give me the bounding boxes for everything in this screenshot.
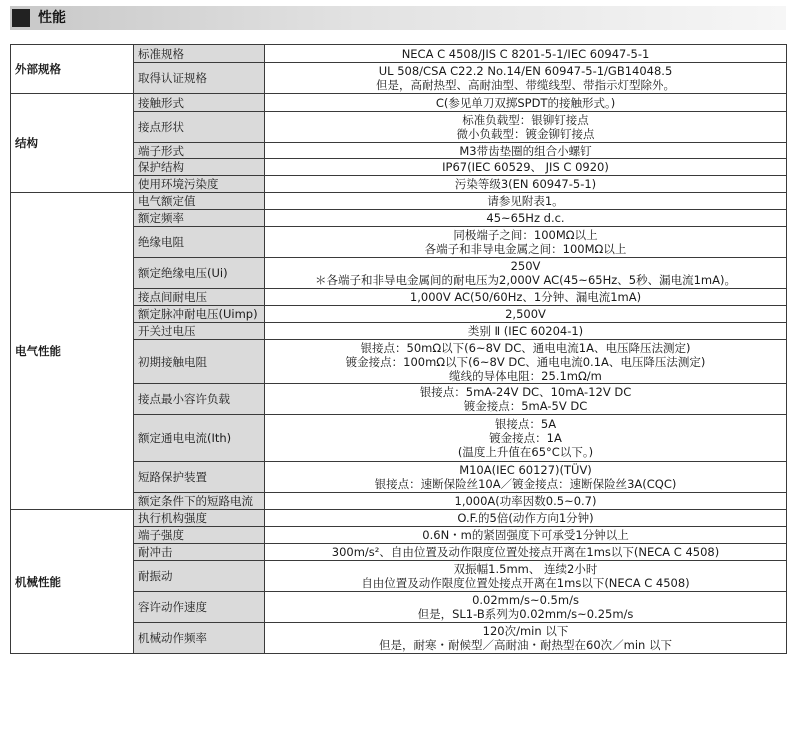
row-label: 开关过电压 [134,323,265,340]
row-value [265,623,787,654]
value-line: 微小负载型：镀金铆钉接点 [456,127,595,141]
row-value [265,384,787,415]
value-line: 标准负载型：银铆钉接点 [462,113,589,127]
row-value [265,289,787,306]
row-value [265,340,787,384]
row-value [265,94,787,112]
header-square-icon [12,9,30,27]
value-line: O.F.的5倍(动作方向1分钟) [457,511,594,525]
category-cell: 机械性能 [11,510,134,654]
value-line: 1,000A(功率因数0.5~0.7) [454,494,597,508]
row-label: 额定条件下的短路电流 [134,493,265,510]
value-line: 镀金接点：100mΩ以下(6~8V DC、通电电流0.1A、电压降压法测定) [345,354,706,369]
value-line: 自由位置及动作限度位置处接点开离在1ms以下(NECA C 4508) [361,576,690,590]
row-label: 标准规格 [134,45,265,63]
row-label: 机械动作频率 [134,623,265,654]
row-value [265,258,787,289]
value-line: 2,500V [505,307,546,321]
row-value [265,210,787,227]
value-line: (温度上升值在65°C以下。) [457,445,594,459]
value-line: 镀金接点：1A [489,431,562,445]
value-line: ＊各端子和非导电金属间的耐电压为2,000V AC(45~65Hz、5秒、漏电流1mA)。 [315,273,736,287]
table-row [11,94,787,112]
value-line: 0.6N・m的紧固强度下可承受1分钟以上 [422,528,629,542]
category-cell: 电气性能 [11,193,134,510]
table-row [11,193,787,210]
value-line: 缆线的导体电阻：25.1mΩ/m [449,368,602,383]
row-label: 取得认证规格 [134,63,265,94]
row-value [265,544,787,561]
value-line: 污染等级3(EN 60947-5-1) [454,177,597,191]
row-label: 绝缘电阻 [134,227,265,258]
row-value [265,227,787,258]
section-header [10,6,786,30]
row-label: 接触形式 [134,94,265,112]
value-line: 同极端子之间：100MΩ以上 [453,228,598,242]
value-line: NECA C 4508/JIS C 8201-5-1/IEC 60947-5-1 [401,46,650,61]
value-line: 1,000V AC(50/60Hz、1分钟、漏电流1mA) [409,290,642,304]
row-value [265,112,787,143]
row-label: 额定绝缘电压(Ui) [134,258,265,289]
row-label: 短路保护装置 [134,462,265,493]
value-line: 0.02mm/s~0.5m/s [472,593,579,607]
value-line: 各端子和非导电金属之间：100MΩ以上 [424,242,627,256]
value-line: 45~65Hz d.c. [486,211,565,225]
row-label: 耐冲击 [134,544,265,561]
value-line: 双振幅1.5mm、 连续2小时 [453,562,598,576]
value-line: UL 508/CSA C22.2 No.14/EN 60947-5-1/GB14048.5 [378,64,673,78]
spec-table [10,44,787,654]
row-value [265,63,787,94]
category-cell: 结构 [11,94,134,193]
value-line: M3带齿垫圈的组合小螺钉 [459,143,592,158]
value-line: 但是，高耐热型、高耐油型、带缆线型、带指示灯型除外。 [376,78,675,92]
row-label: 端子强度 [134,527,265,544]
row-value [265,159,787,176]
value-line: 类别 Ⅱ (IEC 60204-1) [467,324,584,338]
value-line: IP67(IEC 60529、 JIS C 0920) [442,160,609,174]
table-row [11,45,787,63]
value-line: 300m/s²、自由位置及动作限度位置处接点开离在1ms以下(NECA C 4508) [331,545,720,559]
row-label: 接点形状 [134,112,265,143]
row-value [265,415,787,462]
value-line: 但是，SL1-B系列为0.02mm/s~0.25m/s [417,607,634,621]
value-line: C(参见单刀双掷SPDT的接触形式。) [435,95,616,110]
row-value [265,510,787,527]
row-label: 端子形式 [134,143,265,159]
row-label: 执行机构强度 [134,510,265,527]
value-line: 请参见附表1。 [487,194,564,208]
row-value [265,527,787,544]
row-label: 容许动作速度 [134,592,265,623]
row-label: 初期接触电阻 [134,340,265,384]
row-value [265,306,787,323]
row-value [265,143,787,159]
row-label: 接点间耐电压 [134,289,265,306]
row-label: 电气额定值 [134,193,265,210]
row-label: 保护结构 [134,159,265,176]
row-value [265,176,787,193]
value-line: 银接点：50mΩ以下(6~8V DC、通电电流1A、电压降压法测定) [360,340,691,355]
value-line: 镀金接点：5mA-5V DC [463,399,588,413]
value-line: 但是，耐寒・耐候型／高耐油・耐热型在60次／min 以下 [379,638,672,652]
row-value [265,493,787,510]
value-line: 银接点：5mA-24V DC、10mA-12V DC [419,385,632,399]
section-title: 性能 [38,10,66,26]
table-row [11,510,787,527]
row-value [265,45,787,63]
row-value [265,592,787,623]
row-value [265,323,787,340]
value-line: 银接点：速断保险丝10A／镀金接点：速断保险丝3A(CQC) [374,477,677,491]
row-label: 额定通电电流(Ith) [134,415,265,462]
category-cell: 外部规格 [11,45,134,94]
row-label: 额定频率 [134,210,265,227]
row-value [265,193,787,210]
row-value [265,462,787,493]
value-line: 250V [510,259,541,273]
value-line: 120次/min 以下 [482,624,569,638]
value-line: 银接点：5A [494,417,557,431]
row-value [265,561,787,592]
row-label: 接点最小容许负载 [134,384,265,415]
row-label: 耐振动 [134,561,265,592]
row-label: 额定脉冲耐电压(Uimp) [134,306,265,323]
value-line: M10A(IEC 60127)(TÜV) [459,463,592,477]
row-label: 使用环境污染度 [134,176,265,193]
